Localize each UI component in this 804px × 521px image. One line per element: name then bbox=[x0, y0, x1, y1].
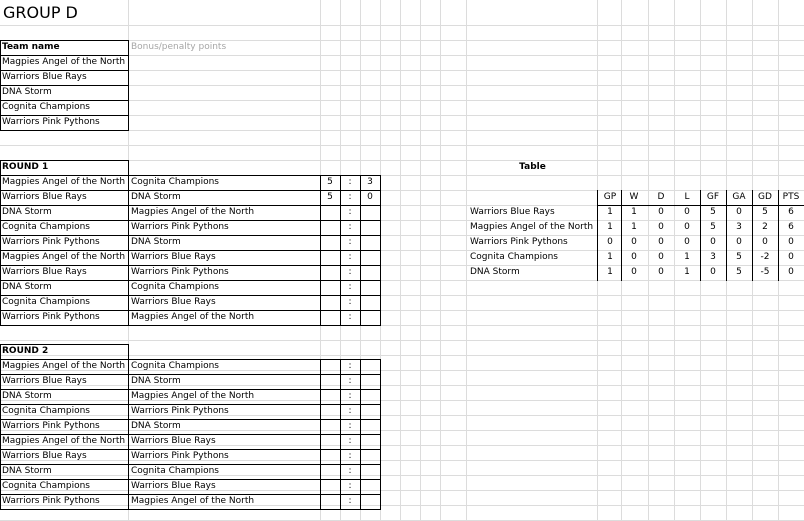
standings-value-cell: 0 bbox=[788, 252, 794, 262]
standings-value-cell: 0 bbox=[658, 237, 664, 247]
standings-value-cell: 5 bbox=[710, 222, 716, 232]
score-separator: : bbox=[348, 451, 352, 461]
score-separator: : bbox=[348, 297, 352, 307]
standings-title: Table bbox=[519, 162, 546, 172]
standings-value-cell: 5 bbox=[736, 252, 742, 262]
standings-value-cell: 0 bbox=[631, 237, 637, 247]
away-team-cell[interactable]: Cognita Champions bbox=[131, 466, 219, 476]
standings-value-cell: 5 bbox=[762, 207, 768, 217]
standings-column-header: GF bbox=[706, 192, 720, 202]
standings-value-cell: 1 bbox=[684, 267, 690, 277]
standings-team-cell: Magpies Angel of the North bbox=[470, 222, 594, 232]
team-name-cell[interactable]: Magpies Angel of the North bbox=[2, 57, 126, 67]
standings-value-cell: 0 bbox=[684, 237, 690, 247]
away-team-cell[interactable]: Cognita Champions bbox=[131, 177, 219, 187]
away-team-cell[interactable]: DNA Storm bbox=[131, 192, 181, 202]
standings-value-cell: 0 bbox=[788, 237, 794, 247]
score-separator: : bbox=[348, 466, 352, 476]
standings-value-cell: 1 bbox=[607, 252, 613, 262]
home-team-cell[interactable]: Warriors Blue Rays bbox=[2, 451, 87, 461]
round-label: ROUND 1 bbox=[2, 162, 49, 172]
standings-value-cell: 1 bbox=[607, 222, 613, 232]
away-score-cell[interactable]: 0 bbox=[367, 192, 373, 202]
team-name-cell[interactable]: Cognita Champions bbox=[2, 102, 90, 112]
away-team-cell[interactable]: Magpies Angel of the North bbox=[131, 207, 255, 217]
away-team-cell[interactable]: Warriors Pink Pythons bbox=[131, 406, 229, 416]
standings-value-cell: 0 bbox=[762, 237, 768, 247]
home-team-cell[interactable]: Cognita Champions bbox=[2, 222, 90, 232]
standings-column-header: GA bbox=[732, 192, 746, 202]
home-team-cell[interactable]: Warriors Blue Rays bbox=[2, 376, 87, 386]
standings-value-cell: 0 bbox=[658, 207, 664, 217]
score-separator: : bbox=[348, 421, 352, 431]
home-team-cell[interactable]: DNA Storm bbox=[2, 282, 52, 292]
away-team-cell[interactable]: Magpies Angel of the North bbox=[131, 312, 255, 322]
home-team-cell[interactable]: Warriors Pink Pythons bbox=[2, 421, 100, 431]
away-team-cell[interactable]: Warriors Pink Pythons bbox=[131, 222, 229, 232]
round-label: ROUND 2 bbox=[2, 346, 49, 356]
standings-column-header: GP bbox=[603, 192, 617, 202]
standings-value-cell: 5 bbox=[710, 207, 716, 217]
away-team-cell[interactable]: Warriors Blue Rays bbox=[131, 297, 216, 307]
score-separator: : bbox=[348, 267, 352, 277]
standings-value-cell: 1 bbox=[607, 267, 613, 277]
score-separator: : bbox=[348, 312, 352, 322]
standings-value-cell: 5 bbox=[736, 267, 742, 277]
standings-column-header: L bbox=[684, 192, 690, 202]
away-team-cell[interactable]: Warriors Blue Rays bbox=[131, 481, 216, 491]
team-name-cell[interactable]: Warriors Pink Pythons bbox=[2, 117, 100, 127]
standings-team-cell: Warriors Blue Rays bbox=[470, 207, 555, 217]
score-separator: : bbox=[348, 177, 352, 187]
score-separator: : bbox=[348, 192, 352, 202]
score-separator: : bbox=[348, 361, 352, 371]
away-team-cell[interactable]: Magpies Angel of the North bbox=[131, 391, 255, 401]
standings-column-header: PTS bbox=[782, 192, 800, 202]
away-team-cell[interactable]: Warriors Blue Rays bbox=[131, 252, 216, 262]
standings-team-cell: Warriors Pink Pythons bbox=[470, 237, 568, 247]
standings-value-cell: 3 bbox=[710, 252, 716, 262]
score-separator: : bbox=[348, 237, 352, 247]
away-team-cell[interactable]: Magpies Angel of the North bbox=[131, 496, 255, 506]
home-team-cell[interactable]: Magpies Angel of the North bbox=[2, 252, 126, 262]
standings-value-cell: 1 bbox=[607, 207, 613, 217]
standings-value-cell: 0 bbox=[710, 267, 716, 277]
away-team-cell[interactable]: DNA Storm bbox=[131, 421, 181, 431]
home-score-cell[interactable]: 5 bbox=[327, 177, 333, 187]
bonus-header: Bonus/penalty points bbox=[131, 42, 227, 52]
score-separator: : bbox=[348, 222, 352, 232]
standings-value-cell: 0 bbox=[788, 267, 794, 277]
home-team-cell[interactable]: Magpies Angel of the North bbox=[2, 177, 126, 187]
home-team-cell[interactable]: Cognita Champions bbox=[2, 481, 90, 491]
standings-value-cell: 1 bbox=[631, 222, 637, 232]
away-team-cell[interactable]: Warriors Blue Rays bbox=[131, 436, 216, 446]
standings-value-cell: 0 bbox=[607, 237, 613, 247]
standings-value-cell: 2 bbox=[762, 222, 768, 232]
home-team-cell[interactable]: Warriors Pink Pythons bbox=[2, 237, 100, 247]
standings-column-header: W bbox=[629, 192, 639, 202]
home-team-cell[interactable]: Warriors Pink Pythons bbox=[2, 312, 100, 322]
home-team-cell[interactable]: Cognita Champions bbox=[2, 297, 90, 307]
sheet-title: GROUP D bbox=[3, 3, 78, 22]
standings-value-cell: 6 bbox=[788, 207, 794, 217]
standings-value-cell: 0 bbox=[684, 222, 690, 232]
team-name-header: Team name bbox=[2, 42, 60, 52]
away-team-cell[interactable]: DNA Storm bbox=[131, 237, 181, 247]
standings-value-cell: 0 bbox=[684, 207, 690, 217]
standings-value-cell: 0 bbox=[736, 207, 742, 217]
standings-value-cell: 1 bbox=[684, 252, 690, 262]
standings-value-cell: 0 bbox=[631, 252, 637, 262]
away-team-cell[interactable]: Cognita Champions bbox=[131, 282, 219, 292]
score-separator: : bbox=[348, 406, 352, 416]
home-team-cell[interactable]: Warriors Pink Pythons bbox=[2, 496, 100, 506]
score-separator: : bbox=[348, 376, 352, 386]
standings-value-cell: 6 bbox=[788, 222, 794, 232]
standings-value-cell: 3 bbox=[736, 222, 742, 232]
away-team-cell[interactable]: Warriors Pink Pythons bbox=[131, 451, 229, 461]
standings-value-cell: 0 bbox=[736, 237, 742, 247]
standings-value-cell: 0 bbox=[631, 267, 637, 277]
away-score-cell[interactable]: 3 bbox=[367, 177, 373, 187]
team-name-cell[interactable]: Warriors Blue Rays bbox=[2, 72, 87, 82]
away-team-cell[interactable]: DNA Storm bbox=[131, 376, 181, 386]
home-team-cell[interactable]: DNA Storm bbox=[2, 391, 52, 401]
home-team-cell[interactable]: Warriors Blue Rays bbox=[2, 267, 87, 277]
standings-value-cell: 0 bbox=[710, 237, 716, 247]
score-separator: : bbox=[348, 252, 352, 262]
standings-value-cell: -5 bbox=[760, 267, 770, 277]
home-team-cell[interactable]: Magpies Angel of the North bbox=[2, 436, 126, 446]
score-separator: : bbox=[348, 436, 352, 446]
score-separator: : bbox=[348, 282, 352, 292]
home-team-cell[interactable]: Warriors Blue Rays bbox=[2, 192, 87, 202]
away-team-cell[interactable]: Cognita Champions bbox=[131, 361, 219, 371]
home-team-cell[interactable]: Cognita Champions bbox=[2, 406, 90, 416]
home-team-cell[interactable]: DNA Storm bbox=[2, 207, 52, 217]
score-separator: : bbox=[348, 481, 352, 491]
standings-team-cell: Cognita Champions bbox=[470, 252, 558, 262]
score-separator: : bbox=[348, 496, 352, 506]
home-team-cell[interactable]: DNA Storm bbox=[2, 466, 52, 476]
standings-value-cell: 0 bbox=[658, 267, 664, 277]
standings-value-cell: 1 bbox=[631, 207, 637, 217]
score-separator: : bbox=[348, 391, 352, 401]
standings-value-cell: 0 bbox=[658, 252, 664, 262]
home-score-cell[interactable]: 5 bbox=[327, 192, 333, 202]
team-name-cell[interactable]: DNA Storm bbox=[2, 87, 52, 97]
standings-column-header: D bbox=[657, 192, 665, 202]
away-team-cell[interactable]: Warriors Pink Pythons bbox=[131, 267, 229, 277]
standings-column-header: GD bbox=[758, 192, 772, 202]
score-separator: : bbox=[348, 207, 352, 217]
standings-value-cell: 0 bbox=[658, 222, 664, 232]
standings-value-cell: -2 bbox=[760, 252, 770, 262]
home-team-cell[interactable]: Magpies Angel of the North bbox=[2, 361, 126, 371]
standings-team-cell: DNA Storm bbox=[470, 267, 520, 277]
